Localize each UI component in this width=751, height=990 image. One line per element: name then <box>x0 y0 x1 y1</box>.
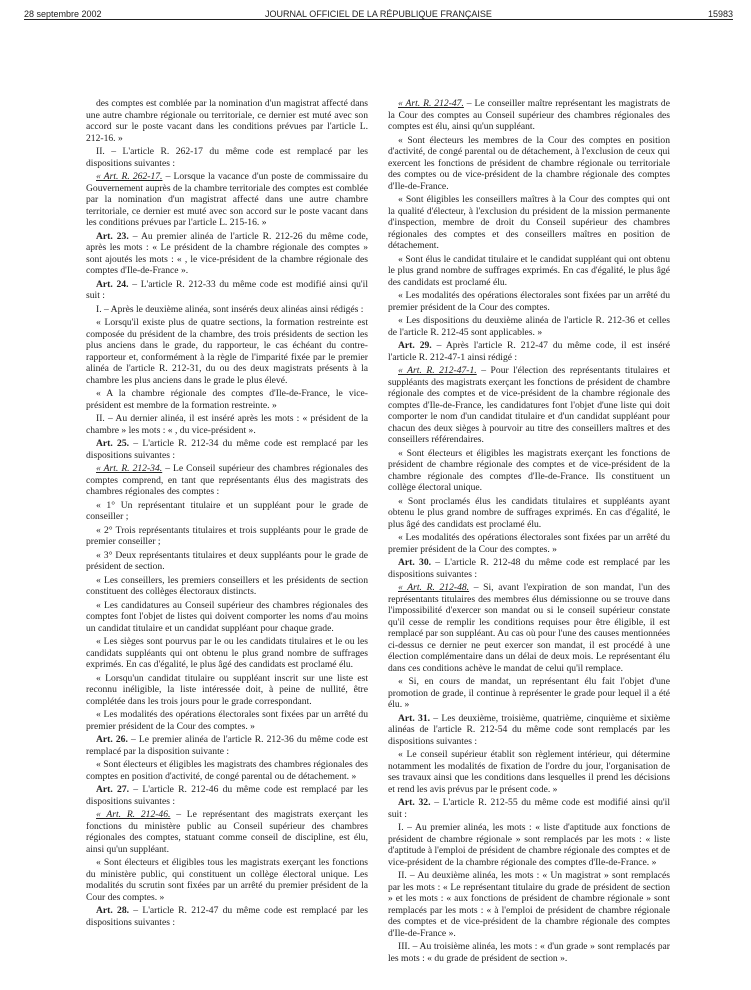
article-number: Art. 26. <box>96 734 128 745</box>
article-reference: « Art. R. 212-47-1. <box>398 365 477 376</box>
paragraph <box>388 797 670 820</box>
paragraph-text: « Les modalités des opérations électorales sont fixées par un arrêté du premier président de la Cour des comptes. » <box>388 532 670 555</box>
paragraph-text: III. – Au troisième alinéa, les mots : « d'un grade » sont remplacés par les mots : « du grade de président de section ». <box>388 941 670 964</box>
paragraph-text: II. – Au dernier alinéa, il est inséré après les mots : « président de la chambre » les mots : « , du vice-président ». <box>86 413 368 436</box>
article-number: Art. 31. <box>398 712 431 724</box>
paragraph <box>86 279 368 302</box>
journal-title: JOURNAL OFFICIEL DE LA RÉPUBLIQUE FRANÇAISE <box>265 9 492 19</box>
article-number: Art. 28. <box>96 905 130 916</box>
article-reference: « Art. R. 212-47. <box>398 98 464 109</box>
paragraph <box>86 600 368 635</box>
paragraph <box>388 676 670 711</box>
paragraph <box>388 135 670 193</box>
paragraph <box>388 749 670 795</box>
paragraph <box>86 171 368 229</box>
paragraph <box>388 557 670 580</box>
paragraph-text: « Les candidatures au Conseil supérieur des chambres régionales des comptes font l'objet de listes qui doivent comporter les noms d'au moins un candidat titulaire et un candidat suppléant pour chaque grade. <box>86 599 368 634</box>
paragraph-text: – L'article R. 212-48 du même code est remplacé par les dispositions suivantes : <box>388 557 670 580</box>
paragraph <box>86 575 368 598</box>
paragraph <box>388 365 670 446</box>
paragraph <box>388 194 670 252</box>
paragraph <box>86 413 368 436</box>
paragraph-text: des comptes est comblée par la nomination d'un magistrat affecté dans une autre chambre régionale ou territoriale, ce dernier est muté avec son accord sur le poste vacant dans les conditions prévues par l'article L. 212-16. » <box>86 98 368 144</box>
article-reference: « Art. R. 212-48. <box>398 582 470 593</box>
paragraph <box>86 388 368 411</box>
paragraph <box>86 500 368 523</box>
paragraph <box>86 759 368 782</box>
paragraph-text: « Lorsqu'un candidat titulaire ou suppléant inscrit sur une liste est reconnu inéligible, la liste intéressée doit, à peine de nullité, être complétée dans les trois jours pour le grade correspondant. <box>86 672 368 707</box>
article-reference: « Art. R. 212-34. <box>96 463 163 474</box>
paragraph <box>86 784 368 807</box>
paragraph <box>86 438 368 461</box>
paragraph-text: « Sont proclamés élus les candidats titulaires et suppléants ayant obtenu le plus grand nombre de suffrages exprimés. En cas d'égalité, le plus âgé des candidats est proclamé élu. <box>388 495 670 530</box>
paragraph-text: – Le conseiller maître représentant les magistrats de la Cour des comptes au Conseil supérieur des chambres régionales des comptes est élu, ainsi qu'un suppléant. <box>388 98 670 132</box>
paragraph-text: – L'article R. 212-46 du même code est remplacé par les dispositions suivantes : <box>86 784 368 807</box>
paragraph-text: – Pour l'élection des représentants titulaires et suppléants des magistrats exerçant les fonctions de président de chambre régionale des comptes et de vice-président de la chambre régionale des comptes d'Ile-de-France, les candidatures font l'objet d'une liste qui doit comporter le nom d'un candidat titulaire et d'un candidat suppléant pour chacun des deux sièges à pourvoir au titre des conseillers maîtres et des conseillers référendaires. <box>388 365 670 445</box>
paragraph <box>388 448 670 494</box>
article-reference: « Art. R. 262-17. <box>96 171 163 182</box>
paragraph-text: « A la chambre régionale des comptes d'Ile-de-France, le vice-président est membre de la formation restreinte. » <box>86 388 368 411</box>
article-number: Art. 32. <box>398 797 431 808</box>
paragraph <box>86 905 368 928</box>
paragraph-text: – Le premier alinéa de l'article R. 212-36 du même code est remplacé par la disposition suivante : <box>86 734 369 757</box>
paragraph-text: – Les deuxième, troisième, quatrième, cinquième et sixième alinéas de l'article R. 212-54 du même code sont remplacés par les dispositions suivantes : <box>388 712 670 747</box>
paragraph-text: « Sont électeurs les membres de la Cour des comptes en position d'activité, de congé parental ou de détachement, à l'exclusion de ceux qui exercent les fonctions de président de chambre régionale ou territoriale des comptes ou de vice-président de la chambre régionale des comptes d'Ile-de-France. <box>388 134 670 192</box>
paragraph-text: – Le Conseil supérieur des chambres régionales des comptes comprend, en tant que représentants élus des magistrats des chambres régionales des comptes : <box>86 463 368 497</box>
paragraph-text: – Après l'article R. 212-47 du même code, il est inséré l'article R. 212-47-1 ainsi rédigé : <box>388 340 670 363</box>
paragraph-text: « 3° Deux représentants titulaires et deux suppléants pour le grade de président de section. <box>86 549 368 572</box>
paragraph-text: « Le conseil supérieur établit son règlement intérieur, qui détermine notamment les modalités de fixation de l'ordre du jour, l'organisation de ses travaux ainsi que les conditions dans lesquelles il prend les décisions et rend les avis prévus par le présent code. » <box>388 749 670 795</box>
article-number: Art. 24. <box>96 278 129 290</box>
paragraph <box>388 941 670 964</box>
paragraph <box>86 809 368 855</box>
article-number: Art. 29. <box>398 340 432 351</box>
paragraph-text: I. – Au premier alinéa, les mots : « liste d'aptitude aux fonctions de président de chambre régionale » sont remplacés par les mots : « liste d'aptitude à l'emploi de président de chambre régionale des comptes et de vice-président de la chambre régionale des comptes d'Ile-de-France. » <box>388 822 670 868</box>
paragraph <box>388 254 670 289</box>
publication-date: 28 septembre 2002 <box>24 9 102 19</box>
paragraph <box>86 146 368 169</box>
paragraph <box>86 317 368 386</box>
paragraph-text: « Les conseillers, les premiers conseillers et les présidents de section constituent des collèges électoraux distincts. <box>86 574 368 597</box>
paragraph <box>86 857 368 903</box>
left-column <box>86 98 368 930</box>
paragraph <box>388 98 670 133</box>
paragraph <box>86 525 368 548</box>
paragraph-text: « 2° Trois représentants titulaires et trois suppléants pour le grade de premier conseiller ; <box>86 524 368 547</box>
paragraph-text: II. – L'article R. 262-17 du même code est remplacé par les dispositions suivantes : <box>86 146 368 169</box>
paragraph-text: II. – Au deuxième alinéa, les mots : « Un magistrat » sont remplacés par les mots : « Le représentant titulaire du grade de président de section » et les mots : « aux fonctions de président de chambre régionale » sont remplacés par les mots : « à l'emploi de président de chambre régionale des comptes et de vice-président de la chambre régionale des comptes d'Ile-de-France ». <box>388 870 670 939</box>
paragraph-text: « Sont électeurs et éligibles les magistrats des chambres régionales des comptes en position d'activité, de congé parental ou de détachement. » <box>86 759 368 782</box>
paragraph <box>86 636 368 671</box>
paragraph-text: « Sont électeurs et éligibles tous les magistrats exerçant les fonctions du ministère public, qui constituent un collège électoral unique. Les modalités du scrutin sont fixées par un arrêté du premier président de la Cour des comptes. » <box>86 857 368 903</box>
paragraph <box>86 550 368 573</box>
paragraph <box>86 673 368 708</box>
paragraph-text: « Sont élus le candidat titulaire et le candidat suppléant qui ont obtenu le plus grand nombre de suffrages exprimés. En cas d'égalité, le plus âgé des candidats est proclamé élu. <box>388 253 670 288</box>
paragraph-text: « Sont électeurs et éligibles les magistrats exerçant les fonctions de président de chambre régionale des comptes et de vice-président de la chambre régionale des comptes d'Ile-de-France. Ils constituent un collège électoral unique. <box>388 447 670 493</box>
paragraph <box>86 734 368 757</box>
paragraph <box>388 870 670 939</box>
article-number: Art. 25. <box>96 438 130 449</box>
article-number: Art. 27. <box>96 784 130 795</box>
paragraph-text: « Lorsqu'il existe plus de quatre sections, la formation restreinte est composée du président de la chambre, des trois présidents de section les plus anciens dans le grade, du rapporteur, le cas échéant du contre-rapporteur et, conformément à la règle de l'imparité fixée par le premier alinéa de l'article R. 212-31, du ou des deux magistrats présents à la chambre les plus anciens dans le grade le plus élevé. <box>86 317 368 386</box>
paragraph-text: « Si, en cours de mandat, un représentant élu fait l'objet d'une promotion de grade, il continue à représenter le grade pour lequel il a été élu. » <box>388 676 670 710</box>
paragraph <box>388 315 670 338</box>
paragraph-text: « Les dispositions du deuxième alinéa de l'article R. 212-36 et celles de l'article R. 212-45 sont applicables. » <box>388 315 670 338</box>
paragraph <box>86 98 368 144</box>
article-number: Art. 23. <box>96 230 129 242</box>
paragraph <box>388 340 670 363</box>
paragraph-text: « Les modalités des opérations électorales sont fixées par un arrêté du premier président de la Cour des comptes. » <box>86 709 368 732</box>
paragraph-text: « Sont éligibles les conseillers maîtres à la Cour des comptes qui ont la qualité d'électeur, à l'exclusion du président de la mission permanente d'inspection, membre de droit du Conseil supérieur des chambres régionales des comptes et des conseillers maîtres en position de détachement. <box>388 194 670 251</box>
paragraph-text: – Au premier alinéa de l'article R. 212-26 du même code, après les mots : « Le président de la chambre régionale des comptes » sont ajoutés les mots : « , le vice-président de la chambre régionale des comptes d'Ile-de-France ». <box>86 230 369 276</box>
paragraph <box>86 463 368 498</box>
paragraph-text: – Le représentant des magistrats exerçant les fonctions du ministère public au Conseil supérieur des chambres régionales des comptes, statuant comme conseil de discipline, est élu, ainsi qu'un suppléant. <box>86 809 368 855</box>
header-rule <box>24 19 733 20</box>
paragraph-text: – Si, avant l'expiration de son mandat, l'un des représentants titulaires des membres élus démissionne ou se trouve dans l'impossibilité d'exercer son mandat ou si le conseil supérieur constate qu'il cesse de remplir les conditions requises pour être éligible, il est remplacé par son suppléant. Au cas où pour l'une des causes mentionnées ci-dessus ce dernier ne peut exercer son mandat, il est procédé à une élection complémentaire dans un délai de deux mois. Le représentant élu dans ces conditions achève le mandat de celui qu'il remplace. <box>388 582 670 674</box>
paragraph <box>86 709 368 732</box>
paragraph-text: I. – Après le deuxième alinéa, sont insérés deux alinéas ainsi rédigés : <box>96 303 364 315</box>
paragraph-text: « Les sièges sont pourvus par le ou les candidats titulaires et le ou les candidats suppléants qui ont obtenu le plus grand nombre de suffrages exprimés. En cas d'égalité, le plus âgé des candidats est proclamé élu. <box>86 636 368 670</box>
paragraph <box>388 713 670 748</box>
article-number: Art. 30. <box>398 557 432 568</box>
page-number: 15983 <box>707 9 733 19</box>
paragraph-text: « Les modalités des opérations électorales sont fixées par un arrêté du premier président de la Cour des comptes. <box>388 290 670 313</box>
paragraph <box>388 532 670 555</box>
right-column <box>388 98 670 966</box>
paragraph-text: – Lorsque la vacance d'un poste de commissaire du Gouvernement auprès de la chambre territoriale des comptes est comblée par la nomination d'un magistrat affecté dans une autre chambre territoriale, ce dernier est muté avec son accord sur le poste vacant dans les conditions prévues par l'article L. 215-16. » <box>86 171 368 228</box>
paragraph-text: – L'article R. 212-55 du même code est modifié ainsi qu'il suit : <box>388 797 670 820</box>
paragraph <box>86 231 368 277</box>
article-reference: « Art. R. 212-46. <box>96 809 171 820</box>
paragraph <box>388 582 670 674</box>
paragraph <box>388 290 670 313</box>
paragraph <box>388 496 670 531</box>
paragraph <box>86 304 368 316</box>
paragraph-text: – L'article R. 212-33 du même code est modifié ainsi qu'il suit : <box>86 278 368 301</box>
paragraph-text: « 1° Un représentant titulaire et un suppléant pour le grade de conseiller ; <box>86 499 368 522</box>
paragraph-text: – L'article R. 212-34 du même code est remplacé par les dispositions suivantes : <box>86 438 368 461</box>
paragraph-text: – L'article R. 212-47 du même code est remplacé par les dispositions suivantes : <box>86 905 368 928</box>
paragraph <box>388 822 670 868</box>
